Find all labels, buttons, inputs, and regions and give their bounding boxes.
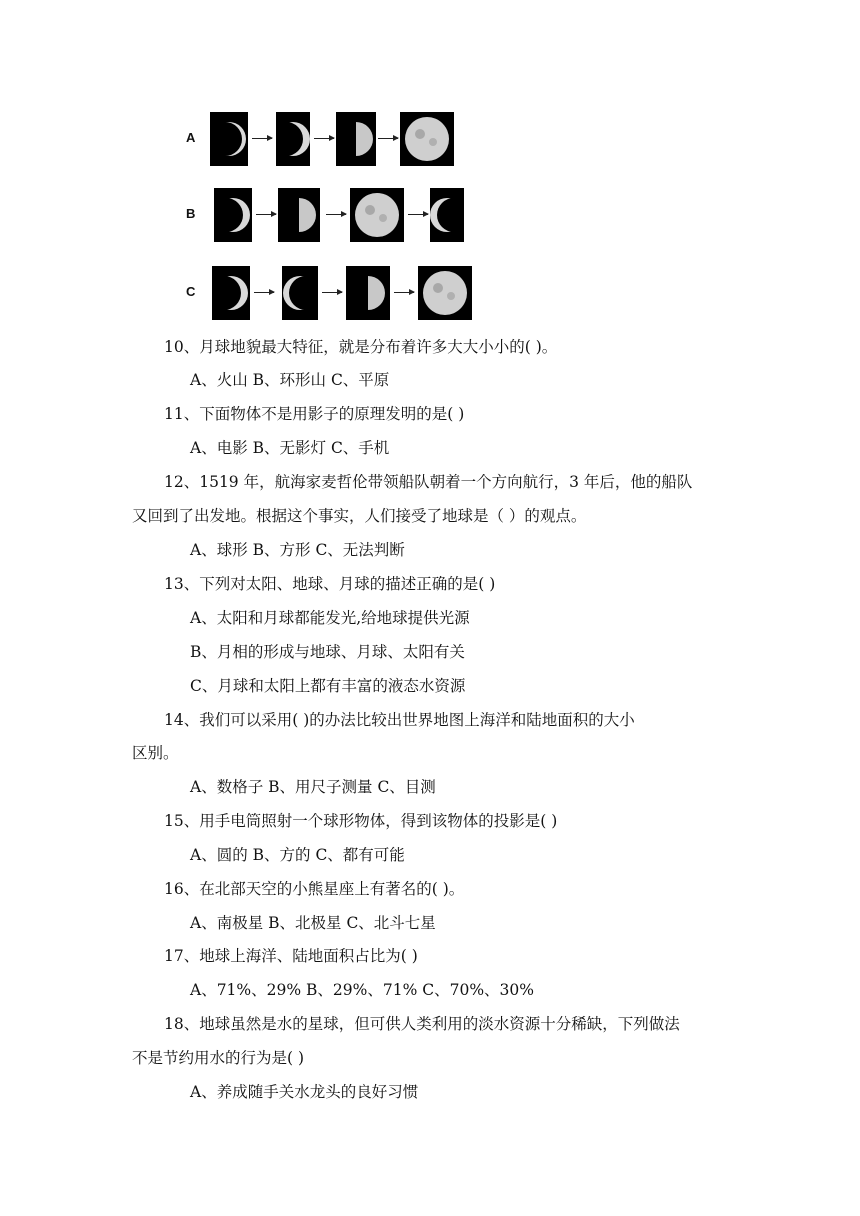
question-18-cont: 不是节约用水的行为是( ) bbox=[132, 1049, 305, 1067]
question-18: 18、地球虽然是水的星球，但可供人类利用的淡水资源十分稀缺，下列做法 bbox=[164, 1015, 680, 1033]
question-13: 13、下列对太阳、地球、月球的描述正确的是( ) bbox=[164, 575, 496, 593]
question-11-options: A、电影 B、无影灯 C、手机 bbox=[190, 439, 390, 457]
option-label: C bbox=[186, 284, 196, 299]
moon-full-image bbox=[350, 188, 404, 242]
moon-crescent-image bbox=[212, 266, 250, 320]
question-14-cont: 区别。 bbox=[132, 744, 179, 762]
question-16-options: A、南极星 B、北极星 C、北斗七星 bbox=[190, 914, 436, 932]
arrow-icon bbox=[252, 138, 272, 139]
question-13-option-c: C、月球和太阳上都有丰富的液态水资源 bbox=[190, 677, 466, 695]
question-11: 11、下面物体不是用影子的原理发明的是( ) bbox=[164, 405, 465, 423]
moon-crescent-image bbox=[276, 112, 310, 166]
arrow-icon bbox=[408, 214, 428, 215]
question-16: 16、在北部天空的小熊星座上有著名的( )。 bbox=[164, 880, 465, 898]
question-12-cont: 又回到了出发地。根据这个事实，人们接受了地球是（ ）的观点。 bbox=[132, 507, 587, 525]
question-13-option-b: B、月相的形成与地球、月球、太阳有关 bbox=[190, 643, 465, 661]
arrow-icon bbox=[326, 214, 346, 215]
question-10: 10、月球地貌最大特征，就是分布着许多大大小小的( )。 bbox=[164, 338, 558, 356]
arrow-icon bbox=[378, 138, 398, 139]
arrow-icon bbox=[256, 214, 276, 215]
option-label: B bbox=[186, 206, 196, 221]
question-17: 17、地球上海洋、陆地面积占比为( ) bbox=[164, 947, 418, 965]
question-12: 12、1519 年，航海家麦哲伦带领船队朝着一个方向航行，3 年后，他的船队 bbox=[164, 473, 693, 491]
question-14: 14、我们可以采用( )的办法比较出世界地图上海洋和陆地面积的大小 bbox=[164, 711, 635, 729]
moon-full-image bbox=[418, 266, 472, 320]
question-14-options: A、数格子 B、用尺子测量 C、目测 bbox=[190, 778, 436, 796]
moon-crescent-image bbox=[214, 188, 252, 242]
arrow-icon bbox=[254, 292, 274, 293]
moon-full-image bbox=[400, 112, 454, 166]
arrow-icon bbox=[322, 292, 342, 293]
question-15: 15、用手电筒照射一个球形物体，得到该物体的投影是( ) bbox=[164, 812, 558, 830]
arrow-icon bbox=[314, 138, 334, 139]
moon-crescent-image bbox=[210, 112, 248, 166]
moon-half-image bbox=[278, 188, 320, 242]
moon-crescent-image bbox=[430, 188, 464, 242]
question-18-option-a: A、养成随手关水龙头的良好习惯 bbox=[190, 1083, 419, 1101]
moon-half-image bbox=[336, 112, 376, 166]
option-label: A bbox=[186, 130, 196, 145]
question-13-option-a: A、太阳和月球都能发光,给地球提供光源 bbox=[190, 609, 470, 627]
question-10-options: A、火山 B、环形山 C、平原 bbox=[190, 371, 390, 389]
question-17-options: A、71%、29% B、29%、71% C、70%、30% bbox=[190, 981, 535, 999]
moon-half-image bbox=[346, 266, 390, 320]
moon-crescent-image bbox=[282, 266, 318, 320]
question-15-options: A、圆的 B、方的 C、都有可能 bbox=[190, 846, 405, 864]
arrow-icon bbox=[394, 292, 414, 293]
question-12-options: A、球形 B、方形 C、无法判断 bbox=[190, 541, 405, 559]
